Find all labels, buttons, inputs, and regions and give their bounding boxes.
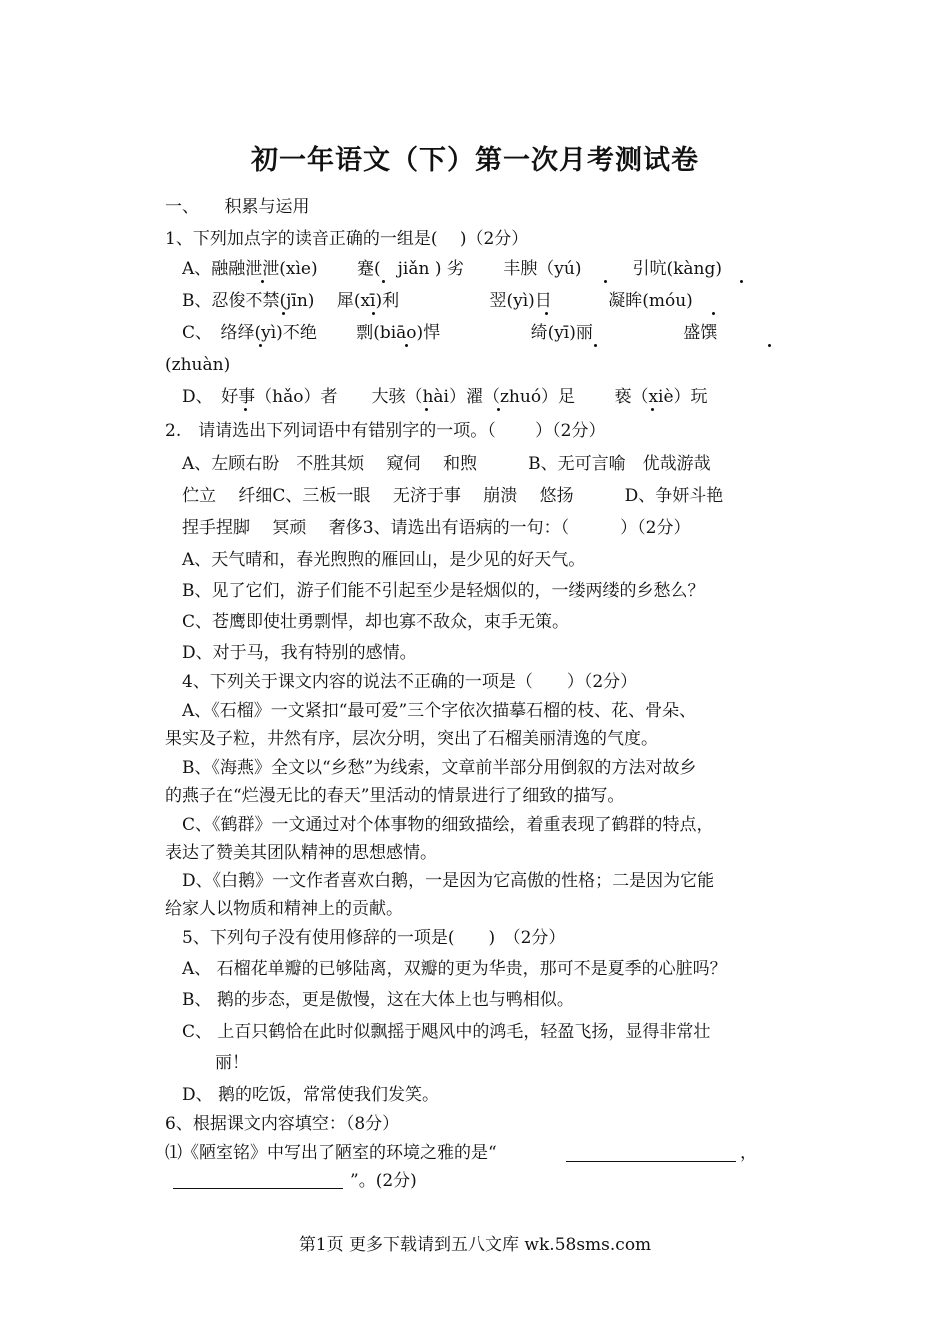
question-4-stem: 4、下列关于课文内容的说法不正确的一项是（ ）（2分）	[182, 672, 638, 692]
question-3-option-c: C、苍鹰即使壮勇剽悍，却也寡不敌众，束手无策。	[182, 612, 570, 632]
question-1-option-c-continued: (zhuàn)	[165, 355, 231, 375]
question-3-option-b: B、见了它们，游子们能不引起至少是轻烟似的，一缕两缕的乡愁么？	[182, 581, 705, 601]
answer-blank-1[interactable]	[566, 1161, 736, 1162]
emphasis-dot	[594, 344, 597, 347]
question-1-option-b: B、忍俊不禁(jīn) 犀(xī)利 翌(yì)日 凝眸(móu)	[182, 291, 693, 311]
question-5-option-c-continued: 丽！	[215, 1053, 249, 1073]
emphasis-dot	[604, 280, 607, 283]
emphasis-dot	[382, 280, 385, 283]
question-4-option-c-continued: 表达了赞美其团队精神的思想感情。	[165, 843, 437, 863]
question-4-option-a-continued: 果实及子粒，井然有序，层次分明，突出了石榴美丽清逸的气度。	[165, 729, 658, 749]
question-6-part-1-end: ”。(2分)	[350, 1171, 417, 1191]
question-4-option-d-continued: 给家人以物质和精神上的贡献。	[165, 899, 403, 919]
question-4-option-b-continued: 的燕子在“烂漫无比的春天”里活动的情景进行了细致的描写。	[165, 786, 625, 806]
question-2-line-3: 捏手捏脚 冥顽 奢侈3、请选出有语病的一句：（ ）（2分）	[182, 518, 691, 538]
question-1-option-a: A、融融泄泄(xìe) 蹇( jiǎn ) 劣 丰腴（yú) 引吭(kàng)	[182, 259, 723, 279]
emphasis-dot	[244, 408, 247, 411]
question-1-option-c: C、 络绎(yì)不绝 剽(biāo)悍 绮(yī)丽 盛馔	[182, 323, 718, 343]
question-3-option-d: D、对于马，我有特别的感情。	[182, 643, 417, 663]
answer-blank-2[interactable]	[173, 1188, 343, 1189]
emphasis-dot	[768, 344, 771, 347]
emphasis-dot	[261, 280, 264, 283]
emphasis-dot	[712, 312, 715, 315]
question-1-stem: 1、下列加点字的读音正确的一组是( )（2分）	[165, 229, 529, 249]
question-4-option-c: C、《鹤群》一文通过对个体事物的细致描绘，着重表现了鹤群的特点，	[182, 815, 714, 835]
question-1-option-d: D、 好事（hǎo）者 大骇（hài）濯（zhuó）足 亵（xiè）玩	[182, 387, 708, 407]
question-2-line-1: A、左顾右盼 不胜其烦 窥伺 和煦 B、无可言喻 优哉游哉	[182, 454, 711, 474]
emphasis-dot	[740, 280, 743, 283]
question-5-option-c: C、 上百只鹤恰在此时似飘摇于飓风中的鸿毛，轻盈飞扬，显得非常壮	[182, 1022, 711, 1042]
section-heading: 一、 积累与运用	[165, 197, 310, 217]
emphasis-dot	[282, 312, 285, 315]
question-2-line-2: 伫立 纤细C、三板一眼 无济于事 崩溃 悠扬 D、争妍斗艳	[182, 486, 724, 506]
emphasis-dot	[425, 408, 428, 411]
emphasis-dot	[497, 408, 500, 411]
emphasis-dot	[405, 344, 408, 347]
question-3-option-a: A、天气晴和，春光煦煦的雁回山，是少见的好天气。	[182, 550, 586, 570]
question-5-stem: 5、下列句子没有使用修辞的一项是( ) （2分）	[182, 928, 566, 948]
question-6-comma: ，	[740, 1143, 757, 1163]
emphasis-dot	[545, 312, 548, 315]
emphasis-dot	[259, 344, 262, 347]
emphasis-dot	[651, 408, 654, 411]
question-4-option-b: B、《海燕》全文以“乡愁”为线索，文章前半部分用倒叙的方法对故乡	[182, 758, 697, 778]
question-5-option-d: D、 鹅的吃饭，常常使我们发笑。	[182, 1085, 440, 1105]
question-5-option-a: A、 石榴花单瓣的已够陆离，双瓣的更为华贵，那可不是夏季的心脏吗？	[182, 959, 727, 979]
question-6-part-1: ⑴《陋室铭》中写出了陋室的环境之雅的是“	[165, 1143, 497, 1163]
question-6-stem: 6、根据课文内容填空：（8分）	[165, 1114, 400, 1134]
question-4-option-d: D、《白鹅》一文作者喜欢白鹅，一是因为它高傲的性格；二是因为它能	[182, 871, 715, 891]
question-5-option-b: B、 鹅的步态，更是傲慢，这在大体上也与鸭相似。	[182, 990, 574, 1010]
question-4-option-a: A、《石榴》一文紧扣“最可爱”三个字依次描摹石榴的枝、花、骨朵、	[182, 701, 697, 721]
page-footer: 第1页 更多下载请到五八文库 wk.58sms.com	[298, 1235, 652, 1255]
question-2-stem: 2. 请请选出下列词语中有错别字的一项。（ ）（2分）	[165, 421, 606, 441]
page-title: 初一年语文（下）第一次月考测试卷	[251, 145, 699, 176]
emphasis-dot	[372, 312, 375, 315]
